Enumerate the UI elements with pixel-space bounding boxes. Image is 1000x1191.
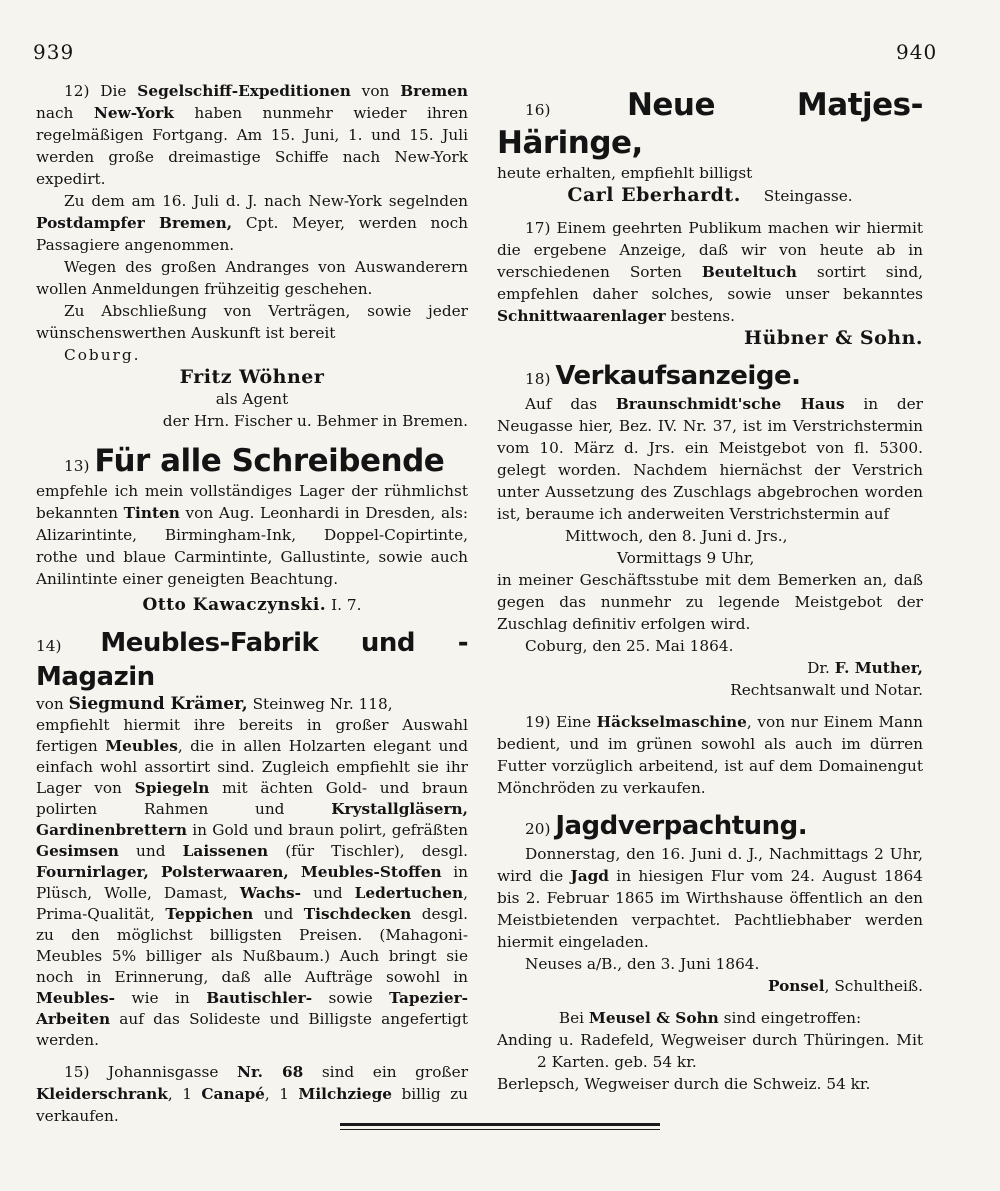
ad-text: bestens. [665, 307, 735, 325]
ad-highlight: Meubles- [36, 989, 115, 1007]
ad-highlight: Laissenen [182, 842, 269, 860]
ad-text: Donnerstag, den 16. Juni d. J., Nachmittags 2 Uhr, wird die [497, 845, 923, 885]
ad-heading: Verkaufsanzeige. [555, 361, 801, 391]
ad-signature: Carl Eberhardt. [567, 184, 741, 206]
ad-text: in meiner Geschäftsstube mit dem Bemerken an, daß gegen das nunmehr zu legende Meistgebot der Zuschlag definitiv erfolgen wird. [497, 571, 923, 633]
ad-highlight: Tinten [123, 504, 180, 522]
ad-number: 15) [64, 1063, 90, 1081]
ad-text: , 1 [167, 1085, 202, 1103]
ad-highlight: Kleiderschrank [36, 1085, 168, 1103]
ad-heading: Meubles-Fabrik und -Magazin [36, 628, 468, 692]
ad-text: , von nur Einem Mann bedient, und im grünen sowohl als auch im dürren Futter vorzüglich arbeitend, ist auf dem Domainengut Mönchröden zu verkaufen. [497, 713, 923, 797]
ad-highlight: Teppichen [165, 905, 254, 923]
ad-signature-role: , Schultheiß. [824, 977, 923, 995]
ad-paragraph: Zu Abschließung von Verträgen, sowie jeder wünschenswerthen Auskunft ist bereit [36, 302, 468, 342]
ad-highlight: Canapé [201, 1085, 265, 1103]
ad-highlight: Häckselmaschine [596, 713, 747, 731]
ad-number: 14) [36, 637, 62, 655]
ad-highlight: Krystallgläsern, Gardinenbrettern [36, 800, 468, 839]
ad-heading: Neue Matjes-Häringe, [497, 87, 923, 161]
ad-text: billig zu verkaufen. [36, 1085, 468, 1125]
ad-heading: Jagdverpachtung. [555, 811, 808, 841]
ad-place-date: Neuses a/B., den 3. Juni 1864. [525, 955, 760, 973]
ad-number: 12) [64, 82, 90, 100]
ad-17 [497, 217, 923, 349]
ad-highlight: Bremen [400, 82, 468, 100]
ad-signature-role: Rechtsanwalt und Notar. [730, 681, 923, 699]
ad-highlight: Siegmund Krämer, [68, 694, 248, 714]
ad-text: empfehle ich mein vollständiges Lager der rühmlichst bekannten [36, 482, 468, 522]
ad-text: desgl. zu den möglichst billigsten Preisen. (Mahagoni-Meubles 5% billiger als Nußbaum.) Auch bringt sie noch in Erinnerung, daß alle Aufträge sowohl in [36, 905, 468, 986]
ad-number: 18) [525, 370, 551, 388]
ad-highlight: Schnittwaarenlager [497, 307, 666, 325]
ad-text: sowie [312, 989, 390, 1007]
ad-text: sind eingetroffen: [718, 1009, 862, 1027]
page-number-right: 940 [896, 40, 938, 64]
ad-18 [497, 359, 923, 701]
ad-highlight: Postdampfer Bremen, [36, 214, 233, 232]
ad-text: von [36, 695, 69, 713]
ad-place-date: Coburg, den 25. Mai 1864. [525, 637, 734, 655]
book-entry: Berlepsch, Wegweiser durch die Schweiz. 54 kr. [497, 1075, 871, 1093]
ad-signature-title: Dr. [807, 659, 835, 677]
ad-text: wie in [115, 989, 207, 1007]
ad-text: , Prima-Qualität, [36, 884, 468, 923]
ad-number: 20) [525, 820, 551, 838]
ad-place: Coburg. [64, 346, 141, 364]
ad-14 [36, 626, 468, 1051]
ad-number: 13) [64, 457, 90, 475]
ad-15 [36, 1061, 468, 1127]
ad-paragraph: Wegen des großen Andranges von Auswanderern wollen Anmeldungen frühzeitig geschehen. [36, 258, 468, 298]
book-entry: Anding u. Radefeld, Wegweiser durch Thüringen. Mit 2 Karten. geb. 54 kr. [497, 1031, 923, 1071]
ad-text: nach [36, 104, 94, 122]
ad-highlight: Tapezier-Arbeiten [36, 989, 468, 1028]
ad-highlight: Tischdecken [303, 905, 412, 923]
ad-text: sind ein großer [303, 1063, 469, 1081]
ad-text: mit ächten Gold- und braun polirten Rahmen und [36, 779, 468, 818]
ad-21-books [497, 1007, 923, 1095]
ad-text: in der Neugasse hier, Bez. IV. Nr. 37, ist im Verstrichstermin vom 10. März d. Jrs. ein Meistgebot von fl. 5300. gelegt worden. Nachdem hiernächst der Verstrich unter Aussetzung des Zuschlags abgebrochen worden ist, beraume ich anderweiten Verstrichstermin auf [497, 395, 923, 523]
ad-highlight: Spiegeln [134, 779, 210, 797]
ad-signature-suffix: I. 7. [331, 596, 362, 614]
ad-text: und [118, 842, 183, 860]
ad-signature: Otto Kawaczynski. [142, 595, 327, 615]
ad-highlight: Braunschmidt'sche Haus [615, 395, 845, 413]
ad-text: Bei [558, 1009, 589, 1027]
ad-highlight: Fournirlager, Polsterwaaren, Meubles-Stoffen [36, 863, 442, 881]
ad-text: Eine [550, 713, 597, 731]
ad-number: 17) [525, 219, 551, 237]
ad-signature-of: der Hrn. Fischer u. Behmer in Bremen. [162, 412, 468, 430]
ad-19 [497, 711, 923, 799]
ad-text: Die [100, 82, 138, 100]
ad-highlight: Segelschiff-Expeditionen [137, 82, 351, 100]
ad-text: Cpt. Meyer, werden noch Passagiere angenommen. [36, 214, 469, 254]
ad-text: , die in allen Holzarten elegant und einfach wohl assortirt sind. Zugleich empfiehlt sie ihr Lager von [36, 737, 468, 797]
ad-heading: Für alle Schreibende [94, 443, 445, 479]
bottom-rule [340, 1123, 660, 1126]
ad-text: von Aug. Leonhardi in Dresden, als: Alizarintinte, Birmingham-Ink, Doppel-Copirtinte, rothe und blaue Carmintinte, Gallustinte, sowie auch Anilintinte einer geneigten Beachtung. [36, 504, 468, 588]
ad-time-line: Vormittags 9 Uhr, [617, 549, 755, 567]
ad-text: in Plüsch, Wolle, Damast, [36, 863, 468, 902]
ad-signature: F. Muther, [834, 659, 923, 677]
ad-text: und [301, 884, 355, 902]
ad-date-line: Mittwoch, den 8. Juni d. Jrs., [565, 527, 788, 545]
ad-signature-role: als Agent [215, 390, 289, 408]
ad-text: von [350, 82, 390, 100]
bottom-rule-thin [340, 1129, 660, 1130]
right-column [497, 86, 923, 1105]
page-number-left: 939 [33, 40, 75, 64]
ad-highlight: Milchziege [298, 1085, 393, 1103]
ad-highlight: Wachs- [239, 884, 302, 902]
ad-highlight: Nr. 68 [236, 1063, 304, 1081]
ad-signature: Fritz Wöhner [179, 366, 325, 388]
ad-text: Steinweg Nr. 118, [247, 695, 393, 713]
ad-text: in hiesigen Flur vom 24. August 1864 bis 2. Februar 1865 im Wirthshause öffentlich an den Meistbietenden verpachtet. Pachtliebhaber werden hiermit eingeladen. [497, 867, 923, 951]
ad-text: Einem geehrten Publikum machen wir hiermit die ergebene Anzeige, daß wir von heute ab in verschiedenen Sorten [497, 219, 923, 281]
left-column [36, 80, 468, 1137]
ad-13 [36, 442, 468, 616]
ad-highlight: Jagd [570, 867, 609, 885]
ad-highlight: Bautischler- [206, 989, 313, 1007]
ad-text: sortirt sind, empfehlen daher solches, sowie unser bekanntes [497, 263, 923, 303]
ad-text: empfiehlt hiermit ihre bereits in großer Auswahl fertigen [36, 716, 468, 755]
ad-text: in Gold und braun polirt, gefräßten [187, 821, 468, 839]
ad-text: Zu dem am 16. Juli d. J. nach New-York segelnden [64, 192, 468, 210]
ad-text: , 1 [264, 1085, 299, 1103]
ad-signature-place: Steingasse. [763, 187, 853, 205]
ad-signature: Hübner & Sohn. [744, 327, 923, 349]
ad-highlight: Ledertuchen [354, 884, 464, 902]
ad-text: und [253, 905, 304, 923]
ad-20 [497, 809, 923, 997]
ad-highlight: Meusel & Sohn [588, 1009, 719, 1027]
ad-highlight: Meubles [105, 737, 178, 755]
ad-highlight: Gesimsen [36, 842, 119, 860]
ad-text: (für Tischler), desgl. [268, 842, 468, 860]
ad-highlight: Beuteltuch [701, 263, 797, 281]
ad-text: auf das Solideste und Billigste angefertigt werden. [36, 1010, 468, 1049]
ad-text: Johannisgasse [89, 1063, 237, 1081]
ad-number: 19) [525, 713, 551, 731]
ad-text: haben nunmehr wieder ihren regelmäßigen Fortgang. Am 15. Juni, 1. und 15. Juli werden große dreimastige Schiffe nach New-York expedirt. [36, 104, 468, 188]
ad-12 [36, 80, 468, 432]
ad-text: Auf das [525, 395, 616, 413]
ad-signature: Ponsel [768, 977, 825, 995]
ad-highlight: New-York [93, 104, 174, 122]
ad-text: heute erhalten, empfiehlt billigst [497, 164, 753, 182]
ad-number: 16) [525, 101, 551, 119]
ad-16 [497, 86, 923, 207]
